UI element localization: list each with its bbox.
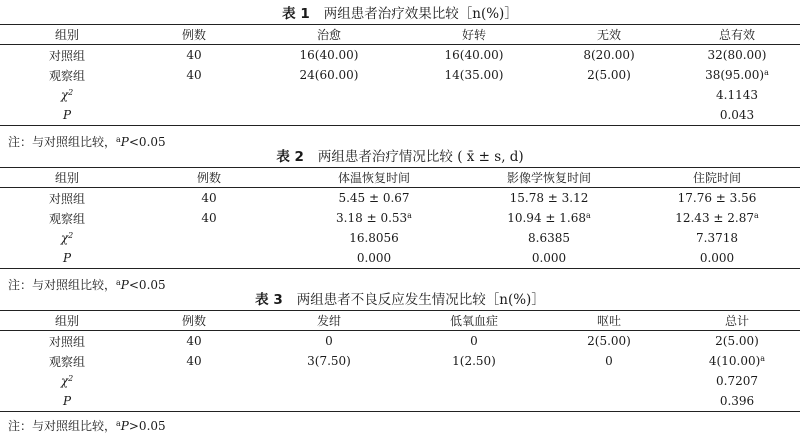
table-header-cell: 例数 xyxy=(134,168,284,188)
note-mark: a xyxy=(116,278,121,287)
table-2-title: 两组患者治疗情况比较 ( x̄ ± s, d) xyxy=(317,149,524,165)
table-cell: 0.396 xyxy=(719,394,755,408)
table-header-cell: 住院时间 xyxy=(634,168,800,188)
table-header-cell: 组别 xyxy=(0,25,134,45)
table-cell: 0.000 xyxy=(356,251,392,265)
note-mark: a xyxy=(116,419,121,428)
row-label: 对照组 xyxy=(48,334,85,349)
note-prefix: 注：与对照组比较， xyxy=(8,419,117,433)
row-label: 对照组 xyxy=(48,48,85,63)
table-cell: 16(40.00) xyxy=(444,48,504,62)
table-row xyxy=(0,228,800,248)
table-header-cell: 治愈 xyxy=(254,25,404,45)
table-3 xyxy=(0,310,800,412)
table-cell xyxy=(134,371,254,391)
table-cell: 40 xyxy=(186,334,202,348)
table-row xyxy=(0,331,800,352)
table-cell: 0.000 xyxy=(531,251,567,265)
table-cell xyxy=(544,105,674,126)
table-1-title: 两组患者治疗效果比较［n(%)］ xyxy=(323,6,518,22)
table-header-cell: 组别 xyxy=(0,168,134,188)
row-label-chi-square xyxy=(0,228,134,248)
table-header-cell: 呕吐 xyxy=(544,311,674,331)
cell-value: 12.43 ± 2.87 xyxy=(675,211,754,225)
table-row xyxy=(0,85,800,105)
table-cell xyxy=(674,65,800,85)
table-3-note xyxy=(0,416,800,436)
table-row xyxy=(0,248,800,269)
table-1-block xyxy=(0,4,800,152)
table-cell xyxy=(254,371,404,391)
table-cell xyxy=(544,391,674,412)
table-header-cell: 发绀 xyxy=(254,311,404,331)
table-cell xyxy=(404,85,544,105)
row-label-p: P xyxy=(62,251,72,265)
row-label: 观察组 xyxy=(48,354,85,369)
table-1-caption xyxy=(0,4,800,24)
table-cell xyxy=(134,105,254,126)
table-cell xyxy=(404,105,544,126)
table-cell: 8(20.00) xyxy=(583,48,635,62)
note-p: P xyxy=(120,419,129,433)
table-cell: 3(7.50) xyxy=(307,354,351,368)
table-2 xyxy=(0,167,800,269)
table-3-block xyxy=(0,290,800,436)
table-header-cell: 总计 xyxy=(674,311,800,331)
table-header-cell: 无效 xyxy=(544,25,674,45)
significance-mark: a xyxy=(585,211,591,220)
row-label-p: P xyxy=(62,108,72,122)
chi-superscript: 2 xyxy=(68,88,74,97)
note-prefix: 注：与对照组比较， xyxy=(8,135,117,149)
table-3-caption xyxy=(0,290,800,310)
table-cell: 24(60.00) xyxy=(299,68,359,82)
cell-value: 10.94 ± 1.68 xyxy=(507,211,586,225)
row-label-p: P xyxy=(62,394,72,408)
table-header-cell: 低氧血症 xyxy=(404,311,544,331)
row-label: 观察组 xyxy=(48,211,85,226)
table-1-number: 表 1 xyxy=(282,6,310,22)
note-suffix: >0.05 xyxy=(128,419,166,433)
table-cell: 2(5.00) xyxy=(587,68,631,82)
table-cell xyxy=(254,85,404,105)
chi-symbol: χ xyxy=(60,374,69,388)
table-row xyxy=(0,208,800,228)
table-cell: 0.7207 xyxy=(716,374,758,388)
table-cell: 8.6385 xyxy=(528,231,570,245)
table-cell: 40 xyxy=(186,354,202,368)
table-cell: 16(40.00) xyxy=(299,48,359,62)
table-row xyxy=(0,371,800,391)
row-label-chi-square xyxy=(0,371,134,391)
table-cell: 0.000 xyxy=(699,251,735,265)
table-2-caption xyxy=(0,147,800,167)
table-cell: 17.76 ± 3.56 xyxy=(677,191,757,205)
table-header-cell: 体温恢复时间 xyxy=(284,168,464,188)
table-row xyxy=(0,351,800,371)
table-cell: 0 xyxy=(325,334,333,348)
table-cell: 0.043 xyxy=(719,108,755,122)
table-3-number: 表 3 xyxy=(255,292,283,308)
table-cell xyxy=(134,85,254,105)
table-cell: 14(35.00) xyxy=(444,68,504,82)
table-cell: 0 xyxy=(605,354,613,368)
table-cell: 1(2.50) xyxy=(452,354,496,368)
significance-mark: a xyxy=(760,354,766,363)
significance-mark: a xyxy=(753,211,759,220)
table-cell xyxy=(134,391,254,412)
table-cell xyxy=(134,248,284,269)
table-cell xyxy=(404,391,544,412)
cell-value: 38(95.00) xyxy=(705,68,765,82)
significance-mark: a xyxy=(407,211,412,220)
table-cell: 2(5.00) xyxy=(587,334,631,348)
chi-superscript: 2 xyxy=(68,374,74,383)
table-cell: 16.8056 xyxy=(349,231,399,245)
table-3-header-row xyxy=(0,311,800,331)
table-cell xyxy=(254,391,404,412)
note-mark: a xyxy=(116,135,121,144)
table-row xyxy=(0,45,800,66)
table-row xyxy=(0,391,800,412)
table-2-block xyxy=(0,147,800,295)
table-cell xyxy=(634,208,800,228)
chi-symbol: χ xyxy=(60,231,69,245)
table-cell xyxy=(134,228,284,248)
table-header-cell: 例数 xyxy=(134,25,254,45)
chi-symbol: χ xyxy=(60,88,69,102)
table-cell: 2(5.00) xyxy=(715,334,759,348)
table-row xyxy=(0,105,800,126)
table-header-cell: 影像学恢复时间 xyxy=(464,168,634,188)
table-header-cell: 好转 xyxy=(404,25,544,45)
table-cell: 40 xyxy=(186,68,202,82)
table-header-cell: 组别 xyxy=(0,311,134,331)
significance-mark: a xyxy=(764,68,769,77)
table-cell: 15.78 ± 3.12 xyxy=(509,191,589,205)
table-2-header-row xyxy=(0,168,800,188)
note-p: P xyxy=(120,135,129,149)
cell-value: 3.18 ± 0.53 xyxy=(336,211,408,225)
cell-value: 4(10.00) xyxy=(708,354,761,368)
table-cell: 40 xyxy=(201,191,217,205)
table-cell: 7.3718 xyxy=(696,231,738,245)
table-cell xyxy=(674,351,800,371)
table-cell xyxy=(404,371,544,391)
table-cell xyxy=(254,105,404,126)
row-label: 对照组 xyxy=(48,191,85,206)
table-cell: 32(80.00) xyxy=(707,48,767,62)
table-cell xyxy=(464,208,634,228)
table-header-cell: 总有效 xyxy=(674,25,800,45)
chi-superscript: 2 xyxy=(68,231,74,240)
row-label-chi-square xyxy=(0,85,134,105)
note-suffix: <0.05 xyxy=(128,278,166,292)
table-cell: 5.45 ± 0.67 xyxy=(338,191,410,205)
table-cell: 40 xyxy=(186,48,202,62)
table-3-title: 两组患者不良反应发生情况比较［n(%)］ xyxy=(296,292,545,308)
note-p: P xyxy=(120,278,129,292)
row-label: 观察组 xyxy=(48,68,85,83)
table-cell: 4.1143 xyxy=(716,88,758,102)
table-cell: 40 xyxy=(201,211,217,225)
table-cell xyxy=(544,85,674,105)
table-2-number: 表 2 xyxy=(276,149,304,165)
table-header-cell: 例数 xyxy=(134,311,254,331)
note-prefix: 注：与对照组比较， xyxy=(8,278,117,292)
table-row xyxy=(0,65,800,85)
table-1-header-row xyxy=(0,25,800,45)
table-cell xyxy=(544,371,674,391)
table-1 xyxy=(0,24,800,126)
note-suffix: <0.05 xyxy=(128,135,166,149)
table-cell: 0 xyxy=(470,334,478,348)
table-row xyxy=(0,188,800,209)
table-cell xyxy=(284,208,464,228)
